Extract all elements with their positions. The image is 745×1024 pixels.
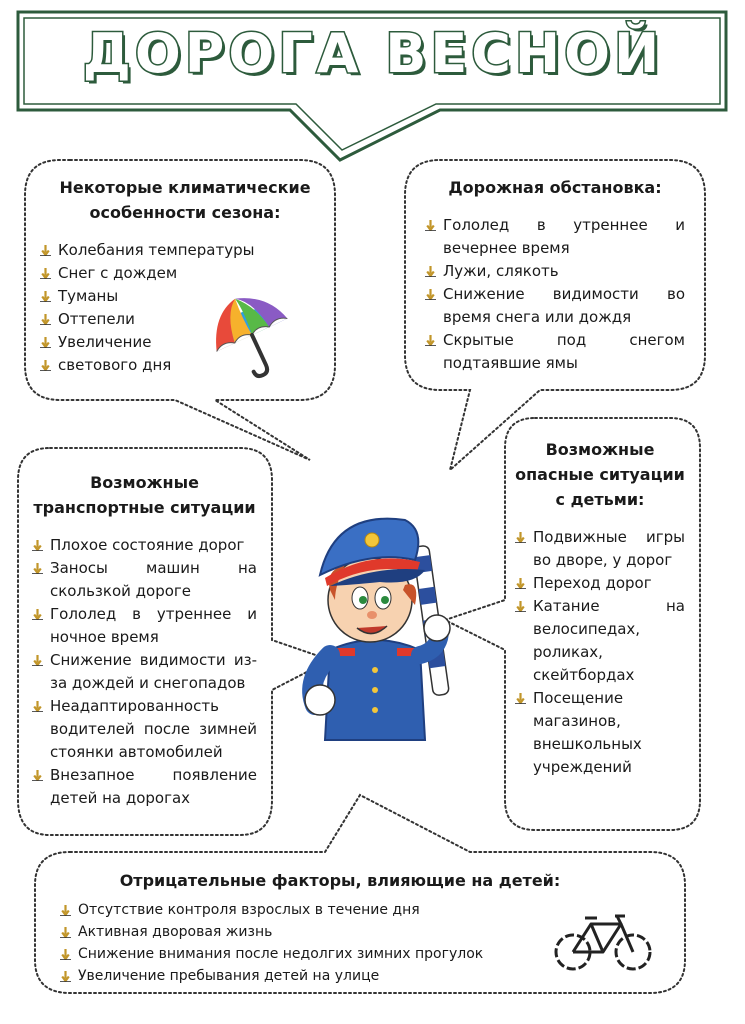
- transport-list: [32, 534, 257, 810]
- list-item: Гололед в утреннее и ночное время: [32, 603, 257, 649]
- list-item: Скрытые под снегом подтаявшие ямы: [425, 329, 685, 375]
- negative-list: [60, 899, 620, 987]
- list-item: Подвижные игры во дворе, у дорог: [515, 526, 685, 572]
- arrow-down-bullet-icon: [60, 949, 71, 960]
- arrow-down-bullet-icon: [515, 532, 526, 543]
- arrow-down-bullet-icon: [40, 245, 51, 256]
- list-item: Снижение внимания после недолгих зимних прогулок: [60, 943, 620, 965]
- arrow-down-bullet-icon: [32, 563, 43, 574]
- arrow-down-bullet-icon: [40, 268, 51, 279]
- list-item: Увеличение пребывания детей на улице: [60, 965, 620, 987]
- arrow-down-bullet-icon: [32, 770, 43, 781]
- arrow-down-bullet-icon: [60, 905, 71, 916]
- arrow-down-bullet-icon: [32, 655, 43, 666]
- arrow-down-bullet-icon: [60, 971, 71, 982]
- arrow-down-bullet-icon: [40, 360, 51, 371]
- arrow-down-bullet-icon: [425, 335, 436, 346]
- list-item: Заносы машин на скользкой дороге: [32, 557, 257, 603]
- arrow-down-bullet-icon: [40, 291, 51, 302]
- traffic-policeman-icon: [275, 490, 475, 750]
- road-list: [425, 214, 685, 375]
- danger-list: [515, 526, 685, 779]
- list-item: Лужи, слякоть: [425, 260, 685, 283]
- list-item: Гололед в утреннее и вечернее время: [425, 214, 685, 260]
- list-item: Туманы: [40, 285, 330, 308]
- danger-section: [515, 437, 685, 779]
- negative-section: [60, 868, 620, 987]
- list-item: Внезапное появление детей на дорогах: [32, 764, 257, 810]
- transport-heading: Возможные транспортные ситуации: [33, 473, 256, 517]
- transport-section: [32, 470, 257, 810]
- list-item: Колебания температуры: [40, 239, 330, 262]
- arrow-down-bullet-icon: [425, 220, 436, 231]
- road-heading: Дорожная обстановка:: [448, 178, 662, 197]
- climate-heading: Некоторые климатические особенности сезона:: [59, 178, 311, 222]
- list-item: Оттепели: [40, 308, 330, 331]
- arrow-down-bullet-icon: [40, 314, 51, 325]
- list-item: Увеличение: [40, 331, 330, 354]
- arrow-down-bullet-icon: [515, 578, 526, 589]
- list-item: Посещение магазинов, внешкольных учреждений: [515, 687, 685, 779]
- arrow-down-bullet-icon: [32, 701, 43, 712]
- list-item: Неадаптированность водителей после зимней стоянки автомобилей: [32, 695, 257, 764]
- list-item: Снижение видимости во время снега или дождя: [425, 283, 685, 329]
- list-item: Снег с дождем: [40, 262, 330, 285]
- bicycle-icon: [553, 910, 653, 972]
- umbrella-icon: [205, 290, 300, 380]
- list-item: Переход дорог: [515, 572, 685, 595]
- page-title: ДОРОГА ВЕСНОЙ: [82, 21, 664, 85]
- arrow-down-bullet-icon: [425, 266, 436, 277]
- list-item: Активная дворовая жизнь: [60, 921, 620, 943]
- list-item: Снижение видимости из-за дождей и снегопадов: [32, 649, 257, 695]
- arrow-down-bullet-icon: [40, 337, 51, 348]
- road-section: [425, 175, 685, 375]
- arrow-down-bullet-icon: [60, 927, 71, 938]
- arrow-down-bullet-icon: [32, 609, 43, 620]
- negative-heading: Отрицательные факторы, влияющие на детей:: [119, 871, 561, 890]
- arrow-down-bullet-icon: [425, 289, 436, 300]
- list-item: Катание на велосипедах, роликах, скейтбордах: [515, 595, 685, 687]
- arrow-down-bullet-icon: [515, 693, 526, 704]
- danger-heading: Возможные опасные ситуации с детьми:: [515, 440, 685, 509]
- list-item: Отсутствие контроля взрослых в течение дня: [60, 899, 620, 921]
- list-item: светового дня: [40, 354, 330, 377]
- list-item: Плохое состояние дорог: [32, 534, 257, 557]
- arrow-down-bullet-icon: [32, 540, 43, 551]
- arrow-down-bullet-icon: [515, 601, 526, 612]
